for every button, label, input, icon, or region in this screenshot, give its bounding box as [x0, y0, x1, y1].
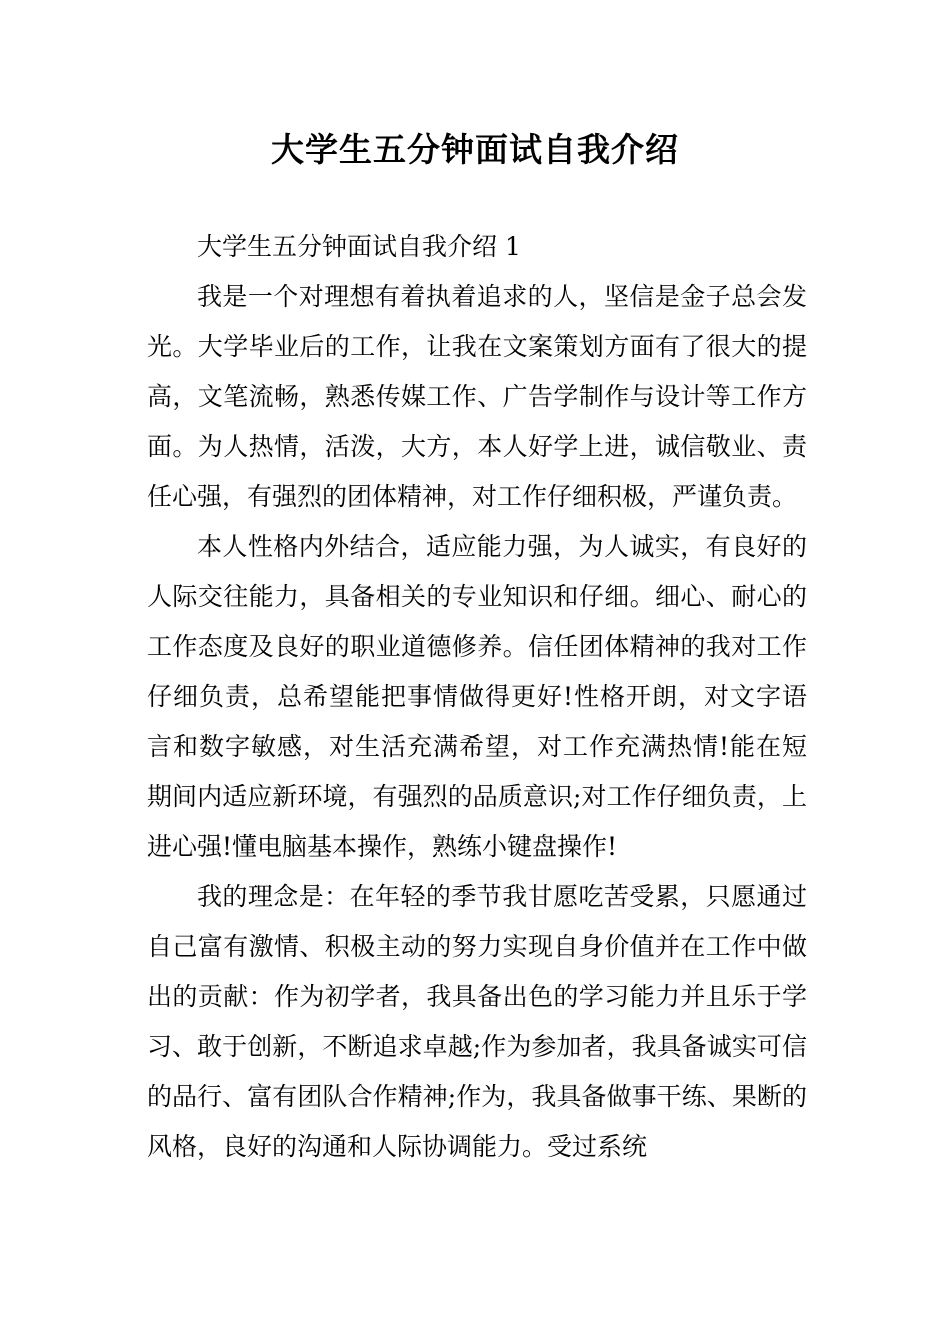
- paragraph-2: 本人性格内外结合，适应能力强，为人诚实，有良好的人际交往能力，具备相关的专业知识和仔细。细心、耐心的工作态度及良好的职业道德修养。信任团体精神的我对工作仔细负责，总希望能把事情做得更好!性格开朗，对文字语言和数字敏感，对生活充满希望，对工作充满热情!能在短期间内适应新环境，有强烈的品质意识;对工作仔细负责，上进心强!懂电脑基本操作，熟练小键盘操作!: [147, 532, 807, 861]
- document-body: [147, 222, 807, 1172]
- document-title: 大学生五分钟面试自我介绍: [271, 130, 679, 169]
- section-heading: 大学生五分钟面试自我介绍 1: [197, 232, 521, 261]
- paragraph-1: 我是一个对理想有着执着追求的人，坚信是金子总会发光。大学毕业后的工作，让我在文案策划方面有了很大的提高，文笔流畅，熟悉传媒工作、广告学制作与设计等工作方面。为人热情，活泼，大方，本人好学上进，诚信敬业、责任心强，有强烈的团体精神，对工作仔细积极，严谨负责。: [147, 282, 807, 511]
- paragraph-3: 我的理念是：在年轻的季节我甘愿吃苦受累，只愿通过自己富有激情、积极主动的努力实现自身价值并在工作中做出的贡献：作为初学者，我具备出色的学习能力并且乐于学习、敢于创新，不断追求卓越;作为参加者，我具备诚实可信的品行、富有团队合作精神;作为，我具备做事干练、果断的风格，良好的沟通和人际协调能力。受过系统: [147, 882, 807, 1161]
